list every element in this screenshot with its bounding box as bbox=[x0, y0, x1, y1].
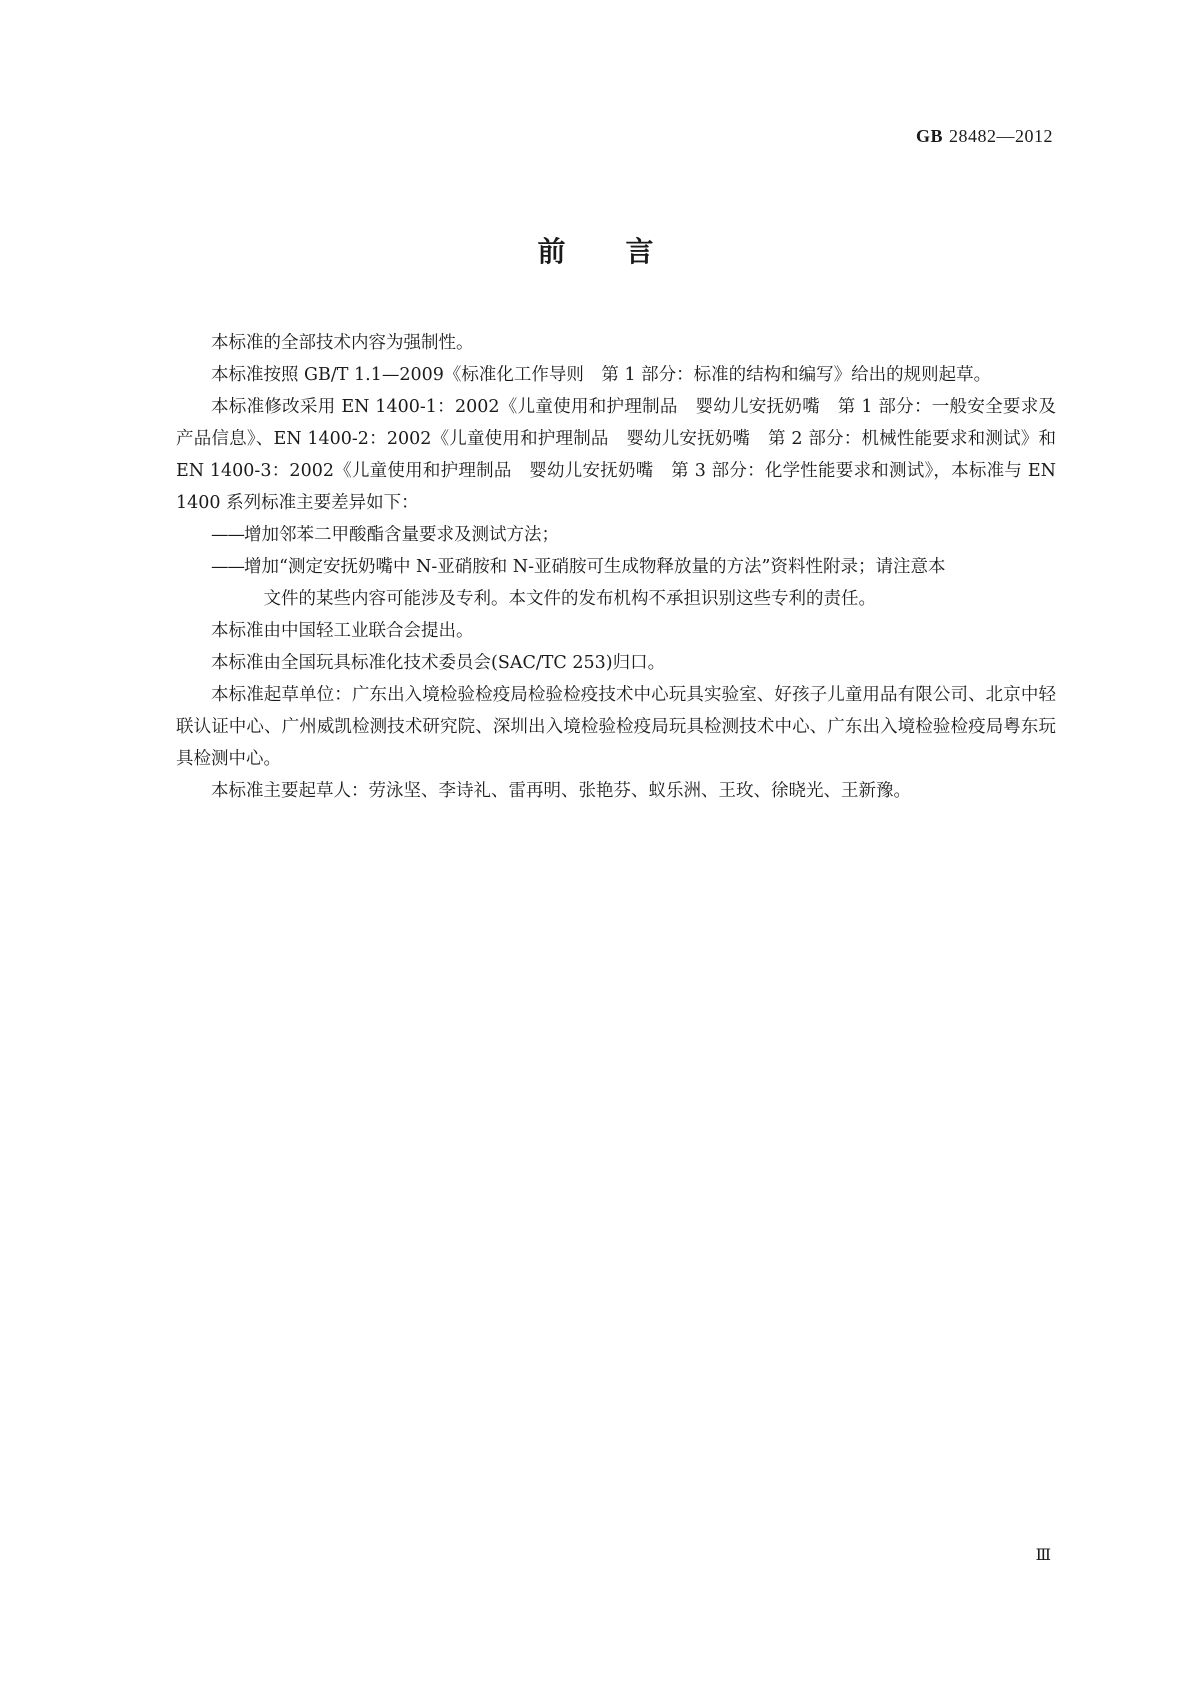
dash-marker: —— bbox=[211, 525, 244, 545]
page-number: Ⅲ bbox=[1035, 1547, 1051, 1564]
list-item-continuation: 文件的某些内容可能涉及专利。本文件的发布机构不承担识别这些专利的责任。 bbox=[263, 589, 876, 609]
paragraph-proposer: 本标准由中国轻工业联合会提出。 bbox=[211, 621, 474, 641]
paragraph-technical-committee: 本标准由全国玩具标准化技术委员会(SAC/TC 253)归口。 bbox=[211, 653, 666, 673]
paragraph-adoption: 本标准修改采用 EN 1400-1：2002《儿童使用和护理制品 婴幼儿安抚奶嘴 第 1 部分：一般安全要求及产品信息》、EN 1400-2：2002《儿童使用和护理制品 婴幼儿安抚奶嘴 第 2 部分：机械性能要求和测试》和 EN 1400-3：2002《儿童使用和护理制品 婴幼儿安抚奶嘴 第 3 部分：化学性能要求和测试》，本标准与 EN 1400 系列标准主要差异如下： bbox=[176, 397, 1056, 513]
standard-prefix: GB bbox=[915, 126, 943, 146]
standard-number bbox=[916, 126, 1053, 147]
list-item-text: 增加“测定安抚奶嘴中 N-亚硝胺和 N-亚硝胺可生成物释放量的方法”资料性附录；请注意本 bbox=[244, 557, 946, 577]
foreword-body bbox=[176, 327, 1056, 807]
dash-marker: —— bbox=[211, 557, 244, 577]
page-title: 前言 bbox=[537, 235, 714, 268]
list-item bbox=[176, 519, 1056, 551]
standard-code: 28482—2012 bbox=[949, 126, 1053, 146]
paragraph-drafters: 本标准主要起草人：劳泳坚、李诗礼、雷再明、张艳芬、蚁乐洲、王玫、徐晓光、王新豫。 bbox=[211, 781, 911, 801]
paragraph-mandatory: 本标准的全部技术内容为强制性。 bbox=[211, 333, 474, 353]
paragraph-drafting-rules: 本标准按照 GB/T 1.1—2009《标准化工作导则 第 1 部分：标准的结构和编写》给出的规则起草。 bbox=[211, 365, 992, 385]
list-item-text: 增加邻苯二甲酸酯含量要求及测试方法； bbox=[244, 525, 559, 545]
paragraph-drafting-units: 本标准起草单位：广东出入境检验检疫局检验检疫技术中心玩具实验室、好孩子儿童用品有限公司、北京中轻联认证中心、广州威凯检测技术研究院、深圳出入境检验检疫局玩具检测技术中心、广东出入境检验检疫局粤东玩具检测中心。 bbox=[176, 685, 1056, 769]
list-item bbox=[176, 551, 1056, 615]
